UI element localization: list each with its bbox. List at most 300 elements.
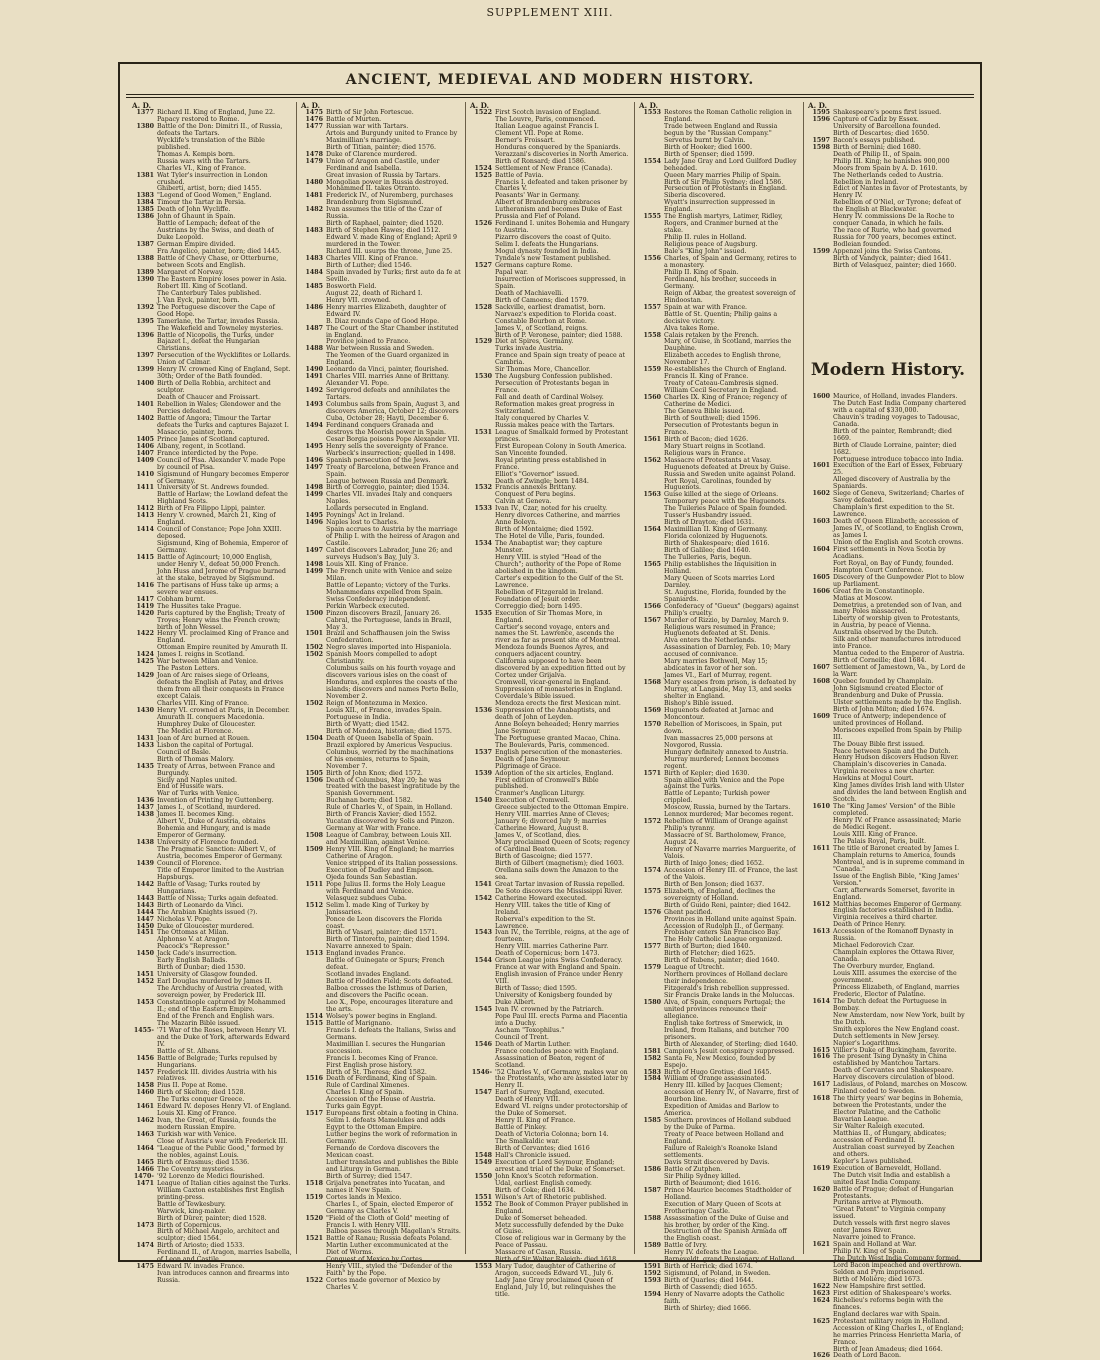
entry-year: 1541 xyxy=(474,880,492,888)
entry-year xyxy=(470,1097,495,1104)
entry-text: Velasquez subdues Cuba. xyxy=(326,894,407,902)
entry-text: Rebellion of Moriscoes, in Spain, put down. xyxy=(664,720,782,735)
entry-text: Ivan assumes the title of the Czar of Russia. xyxy=(326,206,442,221)
entry-year xyxy=(639,423,664,437)
timeline-entry xyxy=(470,402,630,416)
entry-year: 1561 xyxy=(643,435,661,443)
entry-text: Navarre annexed to Spain. xyxy=(326,943,412,951)
entry-text: Henry divorces Catherine, and marries Anne Boleyn. xyxy=(495,512,620,527)
entry-year xyxy=(808,263,833,270)
entry-text: First English prose history. xyxy=(326,1061,413,1069)
timeline-entry xyxy=(132,402,292,416)
entry-text: Birth of Dunbar; died 1530. xyxy=(157,964,246,972)
timeline-entry xyxy=(132,541,292,555)
timeline-entry xyxy=(470,1264,630,1278)
entry-text: Henry of Navarre marries Marguerite, of Valois. xyxy=(664,846,796,860)
entry-year xyxy=(808,124,833,131)
timeline-entry xyxy=(470,1070,630,1091)
entry-text: Birth of Sir Walter Raleigh; died 1618. xyxy=(495,1256,619,1264)
entry-year xyxy=(470,235,495,242)
timeline-entry xyxy=(639,312,799,326)
entry-text: Persecution of the Wycklifites or Lollards. xyxy=(157,352,291,360)
timeline-entry xyxy=(808,575,968,589)
entry-year xyxy=(301,1000,326,1014)
entry-year: 1546 xyxy=(474,1040,492,1048)
entry-year xyxy=(639,590,664,604)
entry-text: Servigorod defeats and annihilates the Tartars. xyxy=(326,387,450,402)
entry-text: Perkin Warbeck executed. xyxy=(326,602,410,610)
entry-text: The present Tsing Dynasty in China established by Mantchou Tartars. xyxy=(833,1053,947,1068)
timeline-entry xyxy=(132,611,292,632)
entry-year xyxy=(301,972,326,979)
entry-year xyxy=(808,1145,833,1159)
entry-year: 1499 xyxy=(305,491,323,499)
entry-text: Birth of Raphael, painter; died 1520. xyxy=(326,220,444,228)
entry-text: Murray murdered; Lennox becomes regent. xyxy=(664,755,779,770)
timeline-entry xyxy=(470,1056,630,1070)
entry-text: Ivan massacres 25,000 persons at Novgorod, Russia. xyxy=(664,734,773,749)
entry-year xyxy=(639,1174,664,1181)
timeline-entry xyxy=(808,686,968,700)
entry-text: Amurath II. conquers Macedonia. xyxy=(157,713,265,721)
timeline-entry xyxy=(301,1278,461,1292)
entry-year xyxy=(470,833,495,840)
entry-text: Italian League against Francis I. xyxy=(495,122,599,130)
entry-text: Capture of Cadiz by Essex. xyxy=(833,115,919,123)
entry-text: Henry IV. commissions De la Roche to conquer Canada, in which he fails. xyxy=(833,213,955,228)
timeline-entry xyxy=(132,513,292,527)
entry-year xyxy=(301,1090,326,1097)
entry-text: Cortes made governor of Mexico by Charles V. xyxy=(326,1277,441,1292)
entry-year xyxy=(808,769,833,776)
timeline-entry xyxy=(639,833,799,847)
entry-text: English factories established in India. xyxy=(833,907,954,915)
entry-text: War between Russia and Sweden. xyxy=(326,345,434,353)
timeline-entry xyxy=(639,214,799,235)
entry-text: Grison League joins Swiss Confederacy. xyxy=(495,957,623,965)
entry-year xyxy=(808,651,833,658)
entry-year: 1380 xyxy=(136,122,154,130)
entry-text: Chauvin's trading voyages to Tadousac, Canada. xyxy=(833,413,960,428)
entry-year xyxy=(639,541,664,548)
entry-year xyxy=(470,840,495,854)
timeline-entry xyxy=(132,882,292,896)
entry-text: First Scotch invasion of England. xyxy=(495,109,602,116)
entry-text: "League of the Public Good," formed by the nobles, against Louis. xyxy=(157,1145,284,1159)
entry-text: Ferdinand I. unites Bohemia and Hungary to Austria. xyxy=(495,220,630,235)
entry-year xyxy=(639,409,664,416)
timeline-entry xyxy=(470,541,630,555)
entry-text: Birth of Dürer, painter; died 1528. xyxy=(157,1214,267,1222)
entry-text: Henry VI. proclaimed King of France and England. xyxy=(157,630,289,645)
entry-text: Papacy restored to Rome. xyxy=(157,115,240,123)
entry-text: Mendoza founds Buenos Ayres, and conquers adjacent country. xyxy=(495,644,609,659)
entry-text: Artois and Burgundy united to France by Maximillian's marriage. xyxy=(326,129,458,144)
entry-text: Battle of Zutphen. xyxy=(664,1165,723,1173)
timeline-entry xyxy=(301,1243,461,1257)
entry-text: Spanish persecution of the Jews. xyxy=(326,456,431,464)
entry-text: Death of Henry VIII. xyxy=(495,1096,561,1104)
entry-text: Frobisher enters San Francisco Bay. xyxy=(664,929,781,937)
entry-year xyxy=(132,715,157,722)
entry-year xyxy=(470,193,495,200)
entry-text: The Augsburg Confession published. xyxy=(495,373,613,381)
entry-year: 1488 xyxy=(305,345,323,353)
entry-year xyxy=(301,1056,326,1063)
timeline-entry xyxy=(808,228,968,242)
entry-text: Mary Tudor, daughter of Catherine of Aragon, succeeds Edward VI., July 6. xyxy=(495,1263,616,1278)
entry-text: Birth of Corneille; died 1684. xyxy=(833,657,927,665)
entry-year: 1415 xyxy=(136,554,154,561)
entry-year: 1567 xyxy=(643,616,661,624)
timeline-entry xyxy=(301,631,461,645)
entry-text: Destruction of the Spanish Armada off the English coast. xyxy=(664,1228,787,1243)
timeline-entry xyxy=(132,1250,292,1264)
entry-year: 1501 xyxy=(305,630,323,638)
entry-text: Union of Calmar. xyxy=(157,359,211,367)
entry-text: Birth of Erasmus; died 1536. xyxy=(157,1158,250,1166)
entry-text: The Geneva Bible issued. xyxy=(664,407,745,415)
entry-text: The Coventry mysteries. xyxy=(157,1165,236,1173)
entry-year xyxy=(639,200,664,214)
entry-text: James V., of Scotland, dies. xyxy=(495,832,581,840)
entry-text: Alphonso V. at Aragon. xyxy=(157,936,230,944)
entry-text: Death of Jane Seymour. xyxy=(495,755,571,763)
entry-year xyxy=(470,680,495,687)
timeline-entry xyxy=(808,804,968,818)
timeline-entry xyxy=(470,513,630,527)
entry-text: Tyndale's new Testament published. xyxy=(495,255,611,263)
entry-text: Port Royal, Carolinas, founded by Huguenots. xyxy=(664,477,772,492)
timeline-entry xyxy=(132,743,292,750)
entry-text: Henry IV. crowned King of England, Sept. 30th; Order of the Bath founded. xyxy=(157,366,291,381)
entry-year: 1502 xyxy=(305,700,323,708)
entry-year xyxy=(639,374,664,381)
entry-year xyxy=(470,861,495,868)
timeline-entry xyxy=(808,985,968,999)
entry-text: Battle of Ranau; Russia defeats Poland. xyxy=(326,1235,452,1243)
entry-year: 1525 xyxy=(474,171,492,179)
entry-text: Mohammedans expelled from Spain. xyxy=(326,588,443,596)
entry-year xyxy=(808,700,833,707)
entry-year: 1582 xyxy=(643,1054,661,1062)
entry-text: Clement VII. Pope at Rome. xyxy=(495,129,584,137)
entry-text: Battle of Vasag; Turks routed by Hungarians. xyxy=(157,880,261,895)
timeline-entry xyxy=(132,173,292,187)
entry-text: Rebellion of Fitzgerald in Ireland. xyxy=(495,588,604,596)
entry-text: Birth of P. Veronese, painter; died 1588. xyxy=(495,331,623,339)
entry-year: 1444 xyxy=(136,908,154,916)
timeline-entry xyxy=(470,200,630,221)
entry-year xyxy=(639,186,664,193)
entry-text: Birth of Sir John Fortescue. xyxy=(326,109,414,116)
column-head: A. D. xyxy=(808,101,828,110)
timeline-entry xyxy=(132,1028,292,1049)
entry-text: Berner's Froissart. xyxy=(495,136,556,144)
entry-year xyxy=(132,722,157,729)
entry-year: 1591 xyxy=(643,1263,661,1271)
entry-text: Death of Zwingle; born 1484. xyxy=(495,477,589,485)
entry-year xyxy=(639,1021,664,1042)
entry-year xyxy=(301,1118,326,1132)
entry-year xyxy=(470,1181,495,1188)
timeline-entry xyxy=(808,1187,968,1201)
entry-year xyxy=(639,124,664,138)
entry-text: Virginia receives a new charter. xyxy=(833,768,935,776)
entry-year: 1442 xyxy=(136,880,154,888)
entry-year xyxy=(808,180,833,187)
entry-year: 1466 xyxy=(136,1165,154,1173)
entry-year: 1416 xyxy=(136,581,154,589)
entry-text: Religious wars resumed in France; Huguenots defeated at St. Denis. xyxy=(664,623,776,638)
timeline-entry xyxy=(470,1223,630,1237)
entry-text: Catherine Howard executed. xyxy=(495,894,588,902)
entry-year: 1497 xyxy=(305,547,323,555)
entry-year xyxy=(470,291,495,298)
entry-year xyxy=(470,138,495,145)
timeline-entry xyxy=(132,569,292,583)
entry-year xyxy=(808,971,833,985)
entry-text: Buchanan born; died 1582. xyxy=(326,797,413,805)
entry-text: Accession of Henry III. of France, the last of the Valois. xyxy=(664,866,798,881)
entry-year xyxy=(301,979,326,986)
entry-text: Birth of Luther; died 1546. xyxy=(326,261,412,269)
entry-year xyxy=(301,1202,326,1216)
entry-year: 1577 xyxy=(643,943,661,951)
entry-year: 1569 xyxy=(643,706,661,714)
entry-year xyxy=(808,1221,833,1235)
entry-year xyxy=(470,451,495,458)
entry-text: Massacre of Protestants at Vasay. xyxy=(664,456,772,464)
entry-text: The Book of Common Prayer published in England. xyxy=(495,1200,629,1215)
entry-year xyxy=(301,798,326,805)
entry-text: Birth of Velasquez, painter; died 1660. xyxy=(833,261,957,269)
timeline-entry xyxy=(301,1000,461,1014)
entry-year xyxy=(808,186,833,200)
entry-text: Masaccio, painter, born. xyxy=(157,428,235,436)
entry-text: Discovery of the Gunpowder Plot to blow up Parliament. xyxy=(833,573,965,588)
entry-year: 1526 xyxy=(474,220,492,228)
entry-text: Matthias II., of Hungary, abdicates; accession of Ferdinand II. xyxy=(833,1129,947,1144)
entry-year xyxy=(470,805,495,812)
entry-text: William of Orange assassinated. xyxy=(664,1075,767,1083)
entry-text: Russia makes peace with the Tartars. xyxy=(495,421,615,429)
entry-year xyxy=(132,541,157,555)
entry-year: 1511 xyxy=(305,880,323,888)
entry-year xyxy=(639,778,664,792)
entry-year xyxy=(470,492,495,499)
timeline-entry xyxy=(808,783,968,804)
entry-text: The Douay Bible first issued. xyxy=(833,740,925,748)
entry-text: John of Ghaunt in Spain. xyxy=(157,213,236,221)
entry-year: 1381 xyxy=(136,171,154,179)
entry-year: 1458 xyxy=(136,1082,154,1090)
timeline-entry xyxy=(639,562,799,576)
entry-year: 1504 xyxy=(305,734,323,742)
entry-year xyxy=(470,1028,495,1035)
entry-text: Charles VIII. marries Anne of Brittany. xyxy=(326,373,450,381)
entry-year xyxy=(470,1250,495,1257)
entry-text: Italy conquered by Charles V. xyxy=(495,414,589,422)
entry-text: Hall's Chronicle issued. xyxy=(495,1151,571,1159)
timeline-entry xyxy=(470,868,630,882)
entry-year xyxy=(132,1014,157,1021)
entry-text: University of Glasgow founded. xyxy=(157,971,258,979)
entry-text: Birth of John Knox; died 1572. xyxy=(326,769,423,777)
entry-text: Great fire in Constantinople. xyxy=(833,587,925,595)
timeline-entry xyxy=(470,611,630,625)
entry-text: Ivan introduces cannon and firearms into Russia. xyxy=(157,1270,290,1285)
entry-year: 1386 xyxy=(136,213,154,221)
entry-text: Henry IV. of France assassinated; Marie de Medici Regent. xyxy=(833,817,961,832)
entry-text: Harvey discovers circulation of blood. xyxy=(833,1074,955,1082)
timeline-entry xyxy=(808,971,968,985)
entry-text: Richelieu's reforms begin with the finances. xyxy=(833,1296,944,1311)
entry-text: Siege of Geneva, Switzerland; Charles of Savoy defeated. xyxy=(833,490,964,505)
entry-year: 1450 xyxy=(136,922,154,930)
entry-year: 1607 xyxy=(812,664,830,672)
entry-text: Jack Cade's insurrection. xyxy=(157,950,237,958)
timeline-entry xyxy=(808,1096,968,1124)
entry-text: Henry IV. defeats the League. xyxy=(664,1249,759,1257)
entry-year xyxy=(808,1326,833,1347)
entry-year: 1495 xyxy=(305,512,323,520)
entry-year: 1544 xyxy=(474,957,492,965)
entry-text: Birth of Kepler; died 1630. xyxy=(664,769,750,777)
timeline-entry xyxy=(808,637,968,651)
entry-text: Richard III. usurps the throne, June 25. xyxy=(326,248,453,256)
entry-text: Warwick, king-maker. xyxy=(157,1207,227,1215)
entry-year: 1387 xyxy=(136,241,154,249)
timeline-entry xyxy=(639,1056,799,1070)
entry-text: The thirty years' war begins in Bohemia, between the Protestants, under the Elector Palatine, and the Catholic Bavarian League. xyxy=(833,1095,963,1124)
entry-text: Ottoman Empire reunited by Amurath II. xyxy=(157,644,288,652)
entry-year: 1527 xyxy=(474,261,492,269)
entry-text: The English martyrs, Latimer, Ridley, Rogers, and Cranmer burned at the stake. xyxy=(664,213,783,235)
entry-text: Execution of Mary Queen of Scots at Frotheringay Castle. xyxy=(664,1200,782,1215)
timeline-entry xyxy=(132,353,292,360)
entry-year: 1409 xyxy=(136,456,154,464)
timeline-entry xyxy=(301,110,461,117)
entry-text: Charles VIII. King of France. xyxy=(157,700,249,708)
timeline-column-1 xyxy=(128,101,297,1285)
timeline-entry xyxy=(808,519,968,540)
timeline-entry xyxy=(470,645,630,659)
entry-year xyxy=(301,715,326,722)
entry-year xyxy=(301,819,326,826)
entry-year: 1502 xyxy=(305,651,323,659)
entry-text: James VI., Earl of Murray, regent. xyxy=(664,672,772,680)
entry-text: Battle of Prague; defeat of Hungarian Protestants. xyxy=(833,1185,954,1200)
entry-text: The Dutch East India Company chartered with a capital of $330,000. xyxy=(833,399,967,414)
timeline-entry xyxy=(808,1054,968,1068)
entry-text: Assassination of Darnley, Feb. 10; Mary accused of connivance. xyxy=(664,644,791,659)
entry-text: The Ottomas at Milan. xyxy=(157,929,229,937)
entry-year: 1479 xyxy=(305,157,323,165)
entry-year xyxy=(470,965,495,972)
entry-text: Peasants' War in Germany. xyxy=(495,192,581,200)
entry-year xyxy=(639,465,664,472)
entry-year xyxy=(301,1083,326,1090)
timeline-entry xyxy=(470,659,630,680)
entry-text: Birth of Skelton; died 1528. xyxy=(157,1089,246,1097)
entry-text: Michael Fedorovich Czar. xyxy=(833,942,915,950)
entry-text: Spain at war with France. xyxy=(664,303,748,311)
entry-year: 1549 xyxy=(474,1158,492,1166)
entry-year: 1610 xyxy=(812,803,830,811)
entry-text: Greece subjected to the Ottoman Empire. xyxy=(495,804,629,812)
entry-year: 1539 xyxy=(474,769,492,777)
entry-year: 1455- xyxy=(133,1026,154,1034)
entry-year: 1593 xyxy=(643,1277,661,1285)
entry-year xyxy=(301,291,326,298)
entry-year: 1413 xyxy=(136,512,154,520)
entry-year: 1522 xyxy=(474,109,492,116)
entry-year xyxy=(639,659,664,673)
timeline-entry xyxy=(132,381,292,395)
entry-year xyxy=(639,930,664,937)
entry-year: 1481 xyxy=(305,192,323,200)
entry-text: Rebellion of William of Orange against Philip's tyranny. xyxy=(664,818,788,833)
entry-text: The race of Rurie, who had governed Russia for 700 years, becomes extinct. xyxy=(833,227,957,242)
timeline-entry xyxy=(470,708,630,722)
column-head: A. D. xyxy=(132,101,152,110)
entry-year: 1583 xyxy=(643,1068,661,1076)
entry-year xyxy=(808,1200,833,1207)
timeline-entry xyxy=(301,666,461,701)
entry-year xyxy=(808,477,833,491)
entry-year: 1594 xyxy=(643,1291,661,1299)
entry-year: 1475 xyxy=(305,109,323,116)
entry-year xyxy=(132,937,157,944)
entry-year xyxy=(470,326,495,333)
entry-year: 1471 xyxy=(136,1179,154,1187)
entry-year: 1419 xyxy=(136,602,154,610)
entry-text: Council of Basle. xyxy=(157,748,211,756)
timeline-entry xyxy=(470,778,630,792)
entry-year xyxy=(808,762,833,769)
timeline-entry xyxy=(639,791,799,805)
entry-text: Birth of Titian, painter; died 1576. xyxy=(326,143,437,151)
entry-text: Execution of Cromwell. xyxy=(495,797,570,805)
entry-year xyxy=(470,576,495,590)
entry-year: 1585 xyxy=(643,1117,661,1125)
entry-text: Birth of Thomas Malory. xyxy=(157,755,235,763)
timeline-entry xyxy=(132,1229,292,1243)
entry-year xyxy=(470,277,495,291)
timeline-entry xyxy=(470,1236,630,1250)
entry-text: Birth of Della Robbia, architect and sculptor. xyxy=(157,380,271,395)
entry-text: Scotland invades England. xyxy=(326,971,411,979)
entry-text: Cromwell, vicar-general in England. xyxy=(495,679,611,687)
entry-text: Henry of Navarre adopts the Catholic faith. xyxy=(664,1291,785,1305)
entry-year xyxy=(639,242,664,249)
entry-year xyxy=(639,506,664,513)
entry-year xyxy=(301,868,326,875)
timeline-entry xyxy=(808,1207,968,1221)
entry-text: James II. becomes King. xyxy=(157,811,234,819)
entry-text: Appenzel joins the Swiss Cantons. xyxy=(833,248,943,256)
entry-year: 1555 xyxy=(643,213,661,221)
entry-text: Settlement of New France (Canada). xyxy=(495,164,613,172)
entry-year xyxy=(470,854,495,861)
entry-year xyxy=(132,958,157,965)
entry-text: James V., of Scotland, reigns. xyxy=(495,324,588,332)
entry-year xyxy=(132,868,157,882)
entry-year: 1513 xyxy=(305,950,323,958)
entry-year xyxy=(808,159,833,173)
entry-year xyxy=(470,694,495,701)
